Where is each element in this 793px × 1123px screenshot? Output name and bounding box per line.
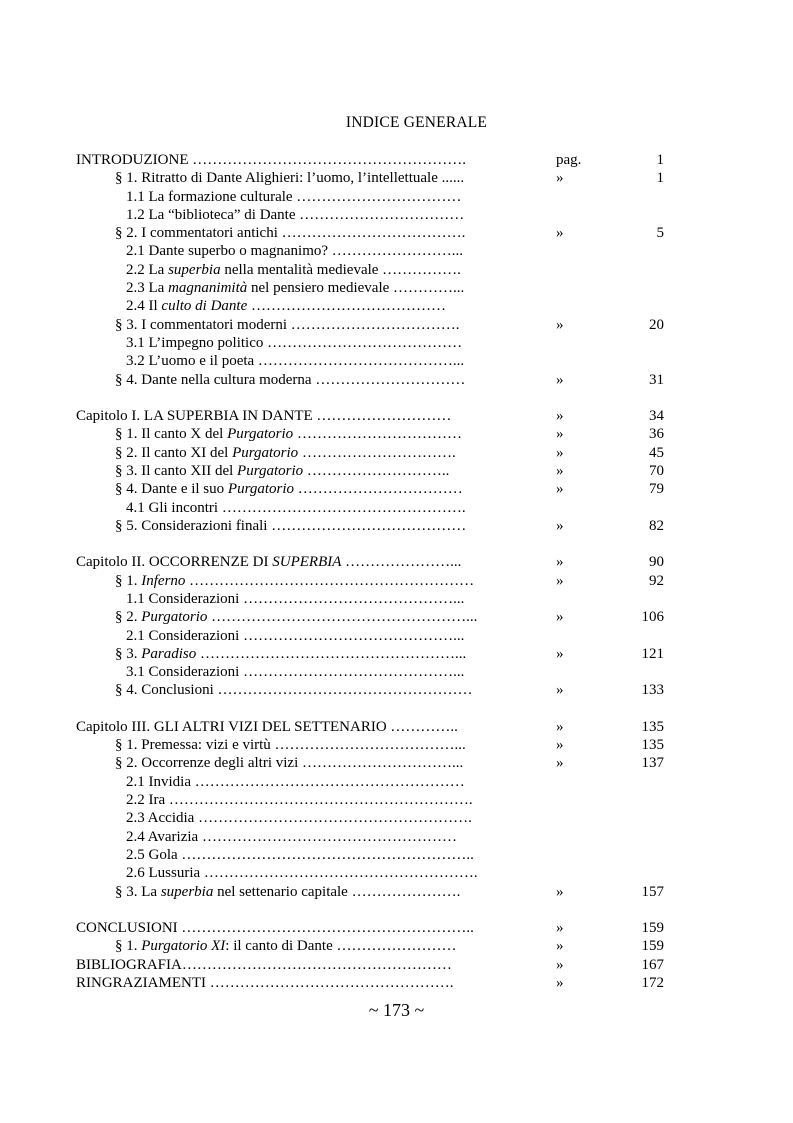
toc-entry-text: RINGRAZIAMENTI …………………………………………. bbox=[76, 974, 454, 991]
toc-page-number: 133 bbox=[641, 682, 664, 699]
toc-entry-text: ……………………………………………... bbox=[207, 609, 478, 626]
toc-page-number: 45 bbox=[649, 444, 664, 461]
toc-entry bbox=[76, 553, 461, 571]
toc-entry-text: nel pensiero medievale …………... bbox=[247, 280, 465, 297]
toc-page-marker: » bbox=[556, 225, 564, 242]
toc-row bbox=[76, 188, 696, 206]
toc-entry bbox=[76, 974, 453, 992]
toc-row bbox=[76, 645, 696, 663]
toc-page-number: 106 bbox=[641, 609, 664, 626]
toc-entry bbox=[126, 188, 461, 206]
toc-entry-text: 1.2 La “biblioteca” di Dante …………………………… bbox=[126, 206, 465, 223]
toc-entry bbox=[126, 499, 466, 517]
toc-page-number: 135 bbox=[641, 737, 664, 754]
toc-row bbox=[76, 773, 696, 791]
toc-entry-italic-text: Purgatorio bbox=[141, 609, 208, 626]
toc-row bbox=[76, 956, 696, 974]
toc-entry bbox=[115, 462, 449, 480]
toc-entry-text: 3.2 L’uomo e il poeta …………………………………... bbox=[126, 353, 465, 370]
toc-entry-italic-text: Inferno bbox=[141, 572, 186, 589]
toc-page-marker: » bbox=[556, 718, 564, 735]
toc-entry-text: § 4. Conclusioni …………………………………………… bbox=[115, 682, 473, 699]
toc-page-marker: » bbox=[556, 755, 564, 772]
toc-page-number: 157 bbox=[641, 883, 664, 900]
toc-row bbox=[76, 663, 696, 681]
toc-row bbox=[76, 462, 696, 480]
toc-entry-text: Capitolo III. GLI ALTRI VIZI DEL SETTENARIO ………….. bbox=[76, 718, 458, 735]
toc-entry-italic-text: culto di Dante bbox=[161, 298, 248, 315]
toc-entry-text: : il canto di Dante …………………… bbox=[225, 938, 457, 955]
toc-entry bbox=[115, 480, 463, 498]
toc-entry-text: § 1. Ritratto di Dante Alighieri: l’uomo, l’intellettuale ...... bbox=[115, 170, 465, 187]
toc-row bbox=[76, 407, 696, 425]
toc-entry bbox=[115, 681, 473, 699]
toc-row bbox=[76, 681, 696, 699]
toc-entry-italic-text: SUPERBIA bbox=[272, 554, 342, 571]
toc-entry-text: 2.4 Il bbox=[126, 298, 162, 315]
toc-entry bbox=[126, 334, 462, 352]
toc-page-number: 167 bbox=[641, 956, 664, 973]
toc-entry-text: BIBLIOGRAFIA……………………………………………… bbox=[76, 956, 452, 973]
toc-entry-text: § 2. I commentatori antichi ………………………………. bbox=[115, 225, 466, 242]
toc-entry bbox=[76, 919, 474, 937]
toc-entry bbox=[76, 956, 452, 974]
toc-entry-text: 2.3 La bbox=[126, 280, 169, 297]
toc-row bbox=[76, 151, 696, 169]
toc-page-marker: » bbox=[556, 426, 564, 443]
toc-page-number: 135 bbox=[641, 718, 664, 735]
toc-page-marker: » bbox=[556, 572, 564, 589]
page-title: INDICE GENERALE bbox=[345, 114, 488, 131]
toc-page-marker: » bbox=[556, 737, 564, 754]
toc-entry bbox=[115, 169, 464, 187]
toc-entry-italic-text: Purgatorio XI bbox=[141, 938, 226, 955]
toc-page-number: 1 bbox=[656, 170, 664, 187]
toc-entry-text: …………………... bbox=[341, 554, 462, 571]
toc-page-number: 79 bbox=[649, 481, 664, 498]
toc-entry bbox=[115, 572, 474, 590]
toc-row bbox=[76, 371, 696, 389]
toc-entry-text: § 3. I commentatori moderni ……………………………. bbox=[115, 316, 460, 333]
toc-row bbox=[76, 352, 696, 370]
toc-page-marker: » bbox=[556, 682, 564, 699]
toc-row bbox=[76, 572, 696, 590]
toc-entry-text: § 4. Dante nella cultura moderna ………………………… bbox=[115, 371, 466, 388]
toc-entry bbox=[115, 224, 465, 242]
toc-page-marker: » bbox=[556, 974, 564, 991]
toc-entry-text: 2.1 Considerazioni ……………………………………... bbox=[126, 627, 465, 644]
toc-row bbox=[76, 627, 696, 645]
toc-entry-text: …………………………… bbox=[293, 426, 462, 443]
toc-entry-text: § 1. Il canto X del bbox=[115, 426, 228, 443]
toc-entry bbox=[115, 608, 477, 626]
toc-page-marker: » bbox=[556, 481, 564, 498]
toc-page-number: 92 bbox=[649, 572, 664, 589]
toc-entry-text: 2.2 La bbox=[126, 261, 169, 278]
toc-page-number: 1 bbox=[656, 152, 664, 168]
toc-page-number: 36 bbox=[649, 426, 664, 443]
toc-entry-text: § 1. bbox=[115, 572, 142, 589]
toc-row bbox=[76, 736, 696, 754]
toc-entry bbox=[126, 206, 464, 224]
toc-page-marker: » bbox=[556, 444, 564, 461]
toc-row bbox=[76, 883, 696, 901]
toc-entry bbox=[115, 425, 462, 443]
toc-row bbox=[76, 444, 696, 462]
toc-entry-italic-text: superbia bbox=[168, 261, 221, 278]
toc-entry-text: nella mentalità medievale ……………. bbox=[220, 261, 461, 278]
toc-entry bbox=[126, 773, 465, 791]
toc-page-number: 82 bbox=[649, 517, 664, 534]
toc-row bbox=[76, 425, 696, 443]
toc-entry-italic-text: Paradiso bbox=[141, 645, 197, 662]
toc-page-number: 137 bbox=[641, 755, 664, 772]
toc-entry bbox=[126, 809, 472, 827]
toc-entry-text: ………………………………………………… bbox=[185, 572, 475, 589]
toc-entry bbox=[126, 627, 464, 645]
toc-row bbox=[76, 864, 696, 882]
toc-entry bbox=[115, 517, 466, 535]
toc-entry bbox=[115, 444, 456, 462]
toc-entry-text: § 3. La bbox=[115, 883, 161, 900]
toc-page-marker: » bbox=[556, 316, 564, 333]
toc-row bbox=[76, 206, 696, 224]
toc-page-marker: » bbox=[556, 408, 564, 425]
toc-row bbox=[76, 297, 696, 315]
toc-entry-text: § 2. bbox=[115, 609, 142, 626]
toc-entry-text: § 2. Occorrenze degli altri vizi …………………………... bbox=[115, 755, 464, 772]
toc-row bbox=[76, 334, 696, 352]
toc-row bbox=[76, 846, 696, 864]
toc-row bbox=[76, 499, 696, 517]
toc-entry-text: 3.1 L’impegno politico ………………………………… bbox=[126, 334, 463, 351]
toc-entry-text: CONCLUSIONI ………………………………………………….. bbox=[76, 920, 474, 937]
toc-row bbox=[76, 919, 696, 937]
toc-entry-text: 4.1 Gli incontri …………………………………………. bbox=[126, 499, 466, 516]
toc-entry-text: § 5. Considerazioni finali ………………………………… bbox=[115, 517, 467, 534]
toc-entry-text: …………………………. bbox=[298, 444, 456, 461]
toc-page-number: 159 bbox=[641, 938, 664, 955]
toc-row bbox=[76, 224, 696, 242]
toc-entry-text: Capitolo I. LA SUPERBIA IN DANTE ……………………… bbox=[76, 408, 452, 425]
toc-entry-italic-text: Purgatorio bbox=[232, 444, 299, 461]
toc-row bbox=[76, 261, 696, 279]
toc-entry bbox=[126, 242, 463, 260]
toc-row bbox=[76, 718, 696, 736]
toc-entry-text: § 3. Il canto XII del bbox=[115, 462, 238, 479]
toc-page-number: 20 bbox=[649, 316, 664, 333]
toc-page-marker: pag. bbox=[556, 152, 582, 168]
toc-entry bbox=[126, 590, 464, 608]
toc-entry bbox=[126, 663, 464, 681]
toc-entry-italic-text: Purgatorio bbox=[227, 426, 294, 443]
toc-row bbox=[76, 590, 696, 608]
toc-entry bbox=[115, 316, 460, 334]
toc-page-marker: » bbox=[556, 170, 564, 187]
toc-page-marker: » bbox=[556, 883, 564, 900]
toc-entry-text: Capitolo II. OCCORRENZE DI bbox=[76, 554, 273, 571]
toc-row bbox=[76, 974, 696, 992]
toc-entry-italic-text: superbia bbox=[160, 883, 214, 900]
toc-entry-text: 2.2 Ira ……………………………………………………. bbox=[126, 792, 473, 809]
toc-row bbox=[76, 754, 696, 772]
toc-entry-italic-text: Purgatorio bbox=[237, 462, 304, 479]
toc-page-marker: » bbox=[556, 645, 564, 662]
toc-page-marker: » bbox=[556, 920, 564, 937]
toc-entry bbox=[126, 864, 478, 882]
table-of-contents bbox=[76, 151, 696, 992]
toc-page-marker: » bbox=[556, 462, 564, 479]
toc-entry bbox=[126, 279, 464, 297]
toc-entry-text: 3.1 Considerazioni ……………………………………... bbox=[126, 664, 465, 681]
toc-row bbox=[76, 828, 696, 846]
toc-entry bbox=[115, 371, 465, 389]
toc-entry-text: § 1. bbox=[115, 938, 142, 955]
toc-page-marker: » bbox=[556, 938, 564, 955]
toc-row bbox=[76, 553, 696, 571]
toc-entry-text: § 4. Dante e il suo bbox=[115, 481, 228, 498]
toc-row bbox=[76, 279, 696, 297]
toc-entry-text: 2.4 Avarizia …………………………………………… bbox=[126, 828, 457, 845]
toc-entry-italic-text: Purgatorio bbox=[227, 481, 295, 498]
toc-entry bbox=[115, 736, 466, 754]
toc-entry-text: 2.5 Gola ………………………………………………….. bbox=[126, 846, 474, 863]
toc-entry bbox=[76, 151, 466, 169]
toc-page-number: 5 bbox=[656, 225, 664, 242]
toc-entry-text: 1.1 Considerazioni ……………………………………... bbox=[126, 590, 465, 607]
toc-entry-text: 2.3 Accidia ………………………………………………. bbox=[126, 810, 472, 827]
toc-entry-text: …………………………… bbox=[294, 481, 463, 498]
toc-entry bbox=[126, 297, 446, 315]
toc-entry bbox=[126, 352, 464, 370]
toc-entry bbox=[126, 828, 457, 846]
toc-row bbox=[76, 608, 696, 626]
toc-row bbox=[76, 242, 696, 260]
toc-row bbox=[76, 517, 696, 535]
toc-row bbox=[76, 809, 696, 827]
toc-row bbox=[76, 316, 696, 334]
toc-row bbox=[76, 169, 696, 187]
toc-entry bbox=[115, 883, 460, 901]
toc-entry bbox=[126, 846, 474, 864]
toc-row bbox=[76, 791, 696, 809]
toc-page-number: 31 bbox=[649, 371, 664, 388]
toc-entry-text: 2.6 Lussuria ………………………………………………. bbox=[126, 865, 478, 882]
toc-entry-italic-text: magnanimità bbox=[168, 280, 248, 297]
toc-entry-text: ……………………………………………... bbox=[196, 645, 467, 662]
toc-entry-text: 2.1 Invidia ……………………………………………… bbox=[126, 773, 465, 790]
toc-entry-text: § 1. Premessa: vizi e virtù ………………………………... bbox=[115, 737, 466, 754]
toc-entry bbox=[76, 718, 458, 736]
toc-entry-text: 2.1 Dante superbo o magnanimo? ……………………... bbox=[126, 243, 464, 260]
toc-entry-text: 1.1 La formazione culturale …………………………… bbox=[126, 188, 462, 205]
toc-row bbox=[76, 937, 696, 955]
toc-entry bbox=[76, 407, 451, 425]
toc-entry-text: § 2. Il canto XI del bbox=[115, 444, 233, 461]
toc-entry-text: INTRODUZIONE ………………………………………………. bbox=[76, 152, 466, 168]
toc-entry-text: ……………………….. bbox=[303, 462, 450, 479]
toc-page-number: 172 bbox=[641, 974, 664, 991]
toc-entry-text: ………………………………… bbox=[247, 298, 446, 315]
toc-entry bbox=[115, 645, 466, 663]
toc-entry bbox=[115, 937, 457, 955]
toc-row bbox=[76, 480, 696, 498]
toc-page-marker: » bbox=[556, 956, 564, 973]
toc-page-number: 121 bbox=[641, 645, 664, 662]
toc-entry-text: nel settenario capitale …………………. bbox=[213, 883, 461, 900]
page-number: ~ 173 ~ bbox=[368, 1000, 425, 1020]
toc-page-number: 70 bbox=[649, 462, 664, 479]
toc-page-marker: » bbox=[556, 371, 564, 388]
toc-page-number: 34 bbox=[649, 408, 664, 425]
toc-entry bbox=[115, 754, 463, 772]
toc-entry-text: § 3. bbox=[115, 645, 142, 662]
toc-entry bbox=[126, 261, 461, 279]
toc-page-marker: » bbox=[556, 554, 564, 571]
toc-page-number: 159 bbox=[641, 920, 664, 937]
toc-page-marker: » bbox=[556, 517, 564, 534]
toc-page-marker: » bbox=[556, 609, 564, 626]
toc-entry bbox=[126, 791, 473, 809]
toc-page-number: 90 bbox=[649, 554, 664, 571]
